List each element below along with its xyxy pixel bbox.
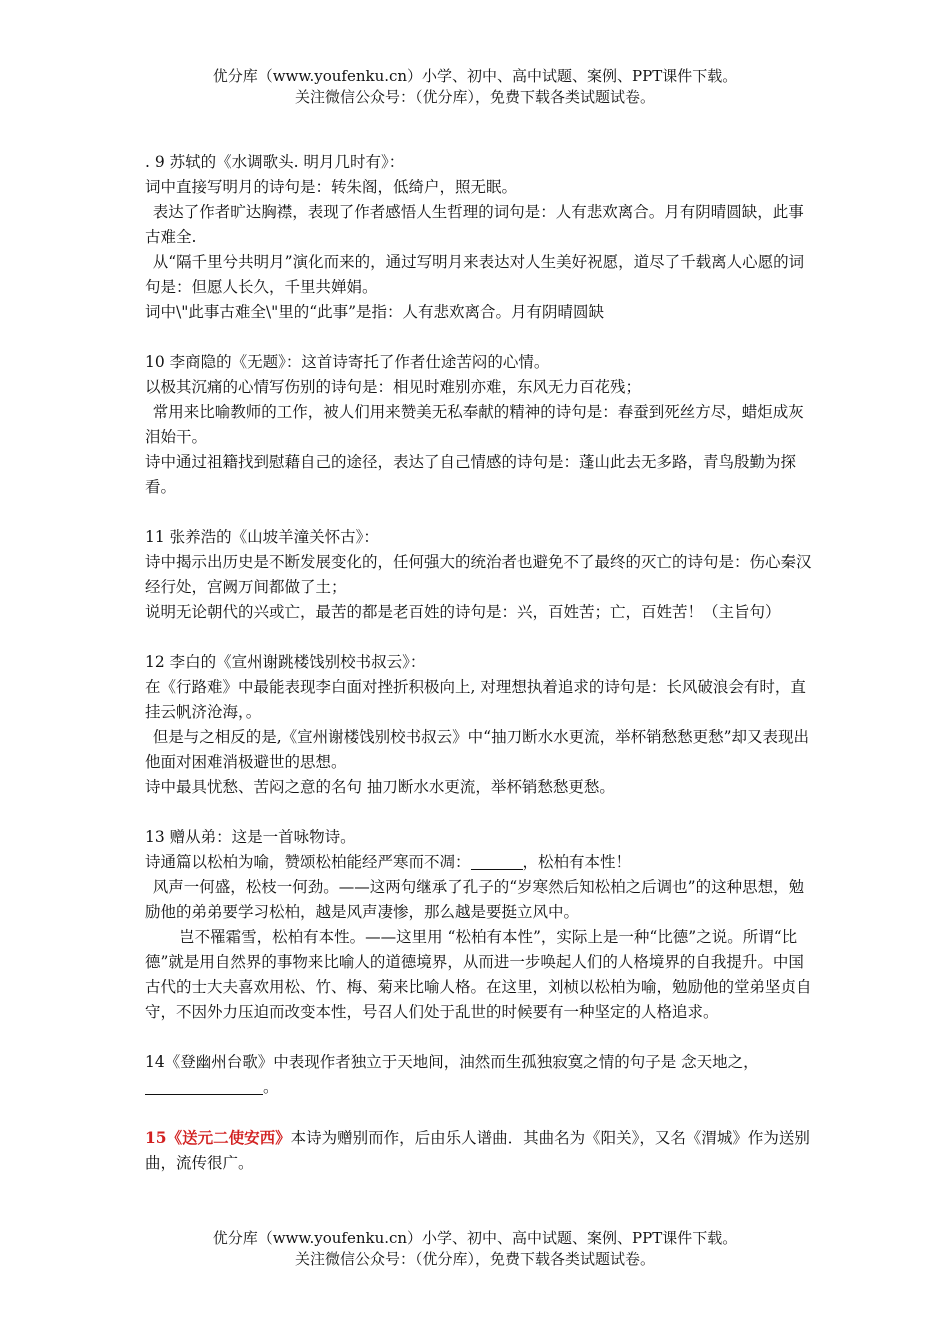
answer-blank-2[interactable] [145,1078,263,1095]
footer-line-2: 关注微信公众号：（优分库），免费下载各类试题试卷。 [294,1250,655,1268]
section-11-line-1: 诗中揭示出历史是不断发展变化的，任何强大的统治者也避免不了最终的灭亡的诗句是：伤心秦汉经行处，宫阙万间都做了土； [145,553,812,596]
section-12-line-2: 但是与之相反的是,《宣州谢楼饯别校书叔云》中“抽刀断水水更流，举杯销愁愁更愁”却又表现出他面对困难消极避世的思想。 [145,728,810,771]
section-14-line-1 [145,1050,817,1100]
section-10-line-2: 常用来比喻教师的工作，被人们用来赞美无私奉献的精神的诗句是：春蚕到死丝方尽，蜡炬成灰泪始干。 [145,403,804,446]
section-9-line-3: 从“隔千里兮共明月”演化而来的，通过写明月来表达对人生美好祝愿，道尽了千载离人心愿的词句是：但愿人长久，千里共婵娟。 [145,253,805,296]
section-12-line-3: 诗中最具忧愁、苦闷之意的名句 抽刀断水水更流，举杯销愁愁更愁。 [145,778,615,796]
page-header [0,66,950,108]
page-footer [0,1228,950,1270]
section-14 [145,1050,817,1100]
section-13-line-1-a: 诗通篇以松柏为喻，赞颂松柏能经严寒而不凋： [145,853,471,871]
section-12 [145,650,817,800]
section-9-line-1: 词中直接写明月的诗句是：转朱阁，低绮户，照无眠。 [145,178,518,196]
section-11-line-2: 说明无论朝代的兴或亡，最苦的都是老百姓的诗句是：兴，百姓苦；亡，百姓苦！（主旨句） [145,603,781,621]
section-13-line-1 [145,850,817,875]
section-14-period: 。 [263,1078,279,1096]
footer-line-1: 优分库（www.youfenku.cn）小学、初中、高中试题、案例、PPT课件下载。 [212,1229,738,1247]
section-9-line-2: 表达了作者旷达胸襟，表现了作者感悟人生哲理的词句是：人有悲欢离合。月有阴晴圆缺，此事古难全. [145,203,804,246]
section-13-title: 13 赠从弟：这是一首咏物诗。 [145,828,356,846]
section-12-line-1: 在《行路难》中最能表现李白面对挫折积极向上, 对理想执着追求的诗句是：长风破浪会有时，直挂云帆济沧海，。 [145,678,806,721]
section-11-title: 11 张养浩的《山坡羊潼关怀古》： [145,528,379,546]
section-9-title: . 9 苏轼的《水调歌头. 明月几时有》： [145,153,405,171]
section-10-title: 10 李商隐的《无题》：这首诗寄托了作者仕途苦闷的心情。 [145,353,550,371]
document-body [145,150,817,1176]
section-15 [145,1125,817,1176]
section-10-line-3: 诗中通过祖籍找到慰藉自己的途径，表达了自己情感的诗句是：蓬山此去无多路，青鸟殷勤为探看。 [145,453,797,496]
section-10-line-1: 以极其沉痛的心情写伤别的诗句是：相见时难别亦难，东风无力百花残； [145,378,642,396]
section-11 [145,525,817,625]
section-13-line-1-b: ，松柏有本性！ [522,853,632,871]
section-15-title: 15《送元二使安西》 [145,1128,291,1147]
section-13-line-2: 风声一何盛，松枝一何劲。——这两句继承了孔子的“岁寒然后知松柏之后调也”的这种思想，勉励他的弟弟要学习松柏，越是风声凄惨，那么越是要挺立风中。 [145,878,805,921]
header-line-1: 优分库（www.youfenku.cn）小学、初中、高中试题、案例、PPT课件下载。 [212,67,738,85]
answer-blank-1[interactable] [471,853,523,870]
section-12-title: 12 李白的《宣州谢跳楼饯别校书叔云》： [145,653,426,671]
section-14-comma: ， [743,1053,759,1071]
section-15-text: 本诗为赠别而作，后由乐人谱曲．其曲名为《阳关》，又名《渭城》作为送别曲，流传很广。 [145,1129,810,1172]
section-15-line-1 [145,1125,817,1176]
section-10 [145,350,817,500]
section-13-line-3: 岂不罹霜雪，松柏有本性。——这里用 “松柏有本性”，实际上是一种“比德”之说。所谓“比德”就是用自然界的事物来比喻人的道德境界，从而进一步唤起人们的人格境界的自我提升。中国古代的士大夫喜欢用松、竹、梅、菊来比喻人格。在这里，刘桢以松柏为喻，勉励他的堂弟坚贞自守，不因外力压迫而改变本性，号召人们处于乱世的时候要有一种坚定的人格追求。 [145,928,812,1021]
section-13 [145,825,817,1025]
section-9 [145,150,817,325]
section-14-text: 14《登幽州台歌》中表现作者独立于天地间，油然而生孤独寂寞之情的句子是 念天地之 [145,1053,744,1071]
section-9-line-4: 词中\"此事古难全\"里的“此事”是指：人有悲欢离合。月有阴晴圆缺 [145,303,605,321]
header-line-2: 关注微信公众号：（优分库），免费下载各类试题试卷。 [294,88,655,106]
